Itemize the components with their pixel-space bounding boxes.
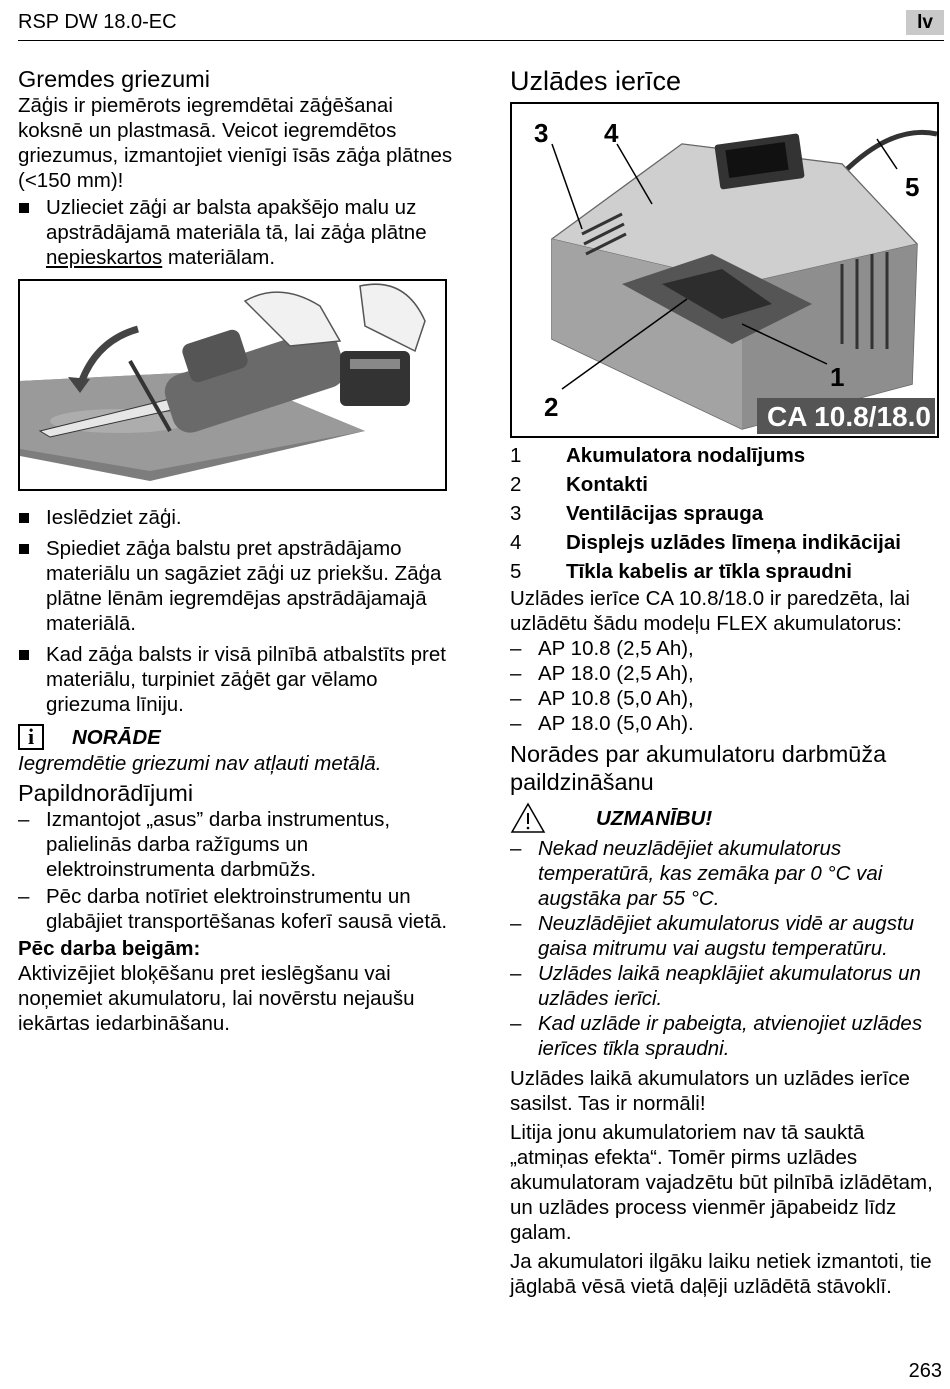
- language-tag: lv: [906, 10, 944, 35]
- warning-triangle-icon: [510, 802, 546, 834]
- warning-title: UZMANĪBU!: [596, 806, 713, 830]
- charger-model-label: CA 10.8/18.0: [767, 401, 931, 432]
- list-item: Ieslēdziet zāģi.: [18, 505, 458, 530]
- legend-item: 5 Tīkla kabelis ar tīkla spraudni: [510, 560, 852, 583]
- charger-illustration: [510, 102, 939, 438]
- additional-list: [18, 807, 458, 934]
- warning-header: [510, 800, 946, 836]
- callout-4: 4: [604, 118, 619, 148]
- note-header: [18, 723, 458, 751]
- plunge-steps-1: [18, 195, 458, 270]
- right-column: [510, 65, 946, 1299]
- note-text: Iegremdētie griezumi nav atļauti metālā.: [18, 752, 382, 775]
- section-heading-charger: Uzlādes ierīce: [510, 66, 682, 96]
- memory-effect-text: Litija jonu akumulatoriem nav tā sauktā „atmiņas efekta“. Tomēr pirms uzlādes akumulatoram vajadzētu būt pilnībā izlādētam, un uzlādes process vienmēr jāpabeidz līdz galam.: [510, 1121, 933, 1244]
- list-item: – Nekad neuzlādējiet akumulatorus temperatūrā, kas zemāka par 0 °C vai augstāka par 55 °C.: [510, 837, 883, 910]
- callout-1: 1: [830, 362, 845, 392]
- charging-heat-text: Uzlādes laikā akumulators un uzlādes ierīce sasilst. Tas ir normāli!: [510, 1067, 910, 1115]
- callout-2: 2: [544, 392, 559, 422]
- header-title: RSP DW 18.0-EC: [18, 11, 177, 33]
- bullet-square-icon: [19, 544, 29, 554]
- info-icon: i: [18, 724, 44, 750]
- warning-list: [510, 836, 946, 1061]
- callout-3: 3: [534, 118, 549, 148]
- saw-plunge-illustration: [18, 279, 447, 491]
- section-heading-additional: Papildnorādījumi: [18, 780, 194, 806]
- bullet-square-icon: [19, 513, 29, 523]
- legend-item: 2 Kontakti: [510, 473, 648, 496]
- list-item: – AP 18.0 (2,5 Ah),: [510, 662, 694, 685]
- callout-5: 5: [905, 172, 920, 202]
- page-header: [18, 10, 944, 41]
- list-item: – Neuzlādējiet akumulatorus vidē ar augstu gaisa mitrumu vai augstu temperatūru.: [510, 912, 915, 960]
- list-item: Kad zāģa balsts ir visā pilnībā atbalstīts pret materiālu, turpiniet zāģēt gar vēlamo griezuma līniju.: [18, 642, 458, 717]
- list-item: Spiediet zāģa balstu pret apstrādājamo materiālu un sagāziet zāģi uz priekšu. Zāģa plātne lēnām iegremdējas apstrādājamajā materiālā.: [18, 536, 458, 636]
- list-item: – Uzlādes laikā neapklājiet akumulatorus un uzlādes ierīci.: [510, 962, 921, 1010]
- list-item: – AP 18.0 (5,0 Ah).: [510, 712, 694, 735]
- bullet-square-icon: [19, 203, 29, 213]
- charger-legend: [510, 441, 946, 586]
- legend-item: 4 Displejs uzlādes līmeņa indikācijai: [510, 531, 901, 554]
- left-column: [18, 65, 458, 1036]
- charger-description: Uzlādes ierīce CA 10.8/18.0 ir paredzēta, lai uzlādētu šādu modeļu FLEX akumulatorus:: [510, 587, 910, 635]
- list-item: Uzlieciet zāģi ar balsta apakšējo malu uz apstrādājamā materiāla tā, lai zāģa plātne nepieskartos materiālam.: [18, 195, 458, 270]
- storage-text: Ja akumulatori ilgāku laiku netiek izmantoti, tie jāglabā vēsā vietā daļēji uzlādētā stāvoklī.: [510, 1250, 932, 1298]
- list-item: – Pēc darba notīriet elektroinstrumentu un glabājiet transportēšanas koferī sausā vietā.: [18, 885, 448, 933]
- list-item: – Kad uzlāde ir pabeigta, atvienojiet uzlādes ierīces tīkla spraudni.: [510, 1012, 923, 1060]
- section-heading-plunge-cuts: Gremdes griezumi: [18, 66, 210, 92]
- list-item: – AP 10.8 (2,5 Ah),: [510, 637, 694, 660]
- plunge-intro: Zāģis ir piemērots iegremdētai zāģēšanai koksnē un plastmasā. Veicot iegremdētos griezumus, izmantojiet vienīgi īsās zāģa plātnes (<150 mm)!: [18, 94, 453, 192]
- legend-item: 3 Ventilācijas sprauga: [510, 502, 764, 525]
- page-number: 263: [908, 1360, 942, 1382]
- charger-illustration-svg: [512, 104, 937, 436]
- note-title: NORĀDE: [72, 725, 161, 749]
- after-work-heading: Pēc darba beigām:: [18, 937, 201, 960]
- saw-illustration-svg: [20, 281, 445, 489]
- list-item: – AP 10.8 (5,0 Ah),: [510, 687, 694, 710]
- plunge-steps-2: [18, 505, 458, 717]
- list-item: – Izmantojot „asus” darba instrumentus, palielinās darba ražīgums un elektroinstrumenta darbmūžs.: [18, 808, 391, 881]
- battery-models-list: [510, 636, 946, 736]
- section-heading-battery-life: Norādes par akumulatoru darbmūža paildzināšanu: [510, 741, 887, 795]
- bullet-square-icon: [19, 650, 29, 660]
- after-work-text: Aktivizējiet bloķēšanu pret ieslēgšanu vai noņemiet akumulatoru, lai novērstu nejaušu iekārtas iedarbināšanu.: [18, 962, 415, 1035]
- legend-item: 1 Akumulatora nodalījums: [510, 444, 806, 467]
